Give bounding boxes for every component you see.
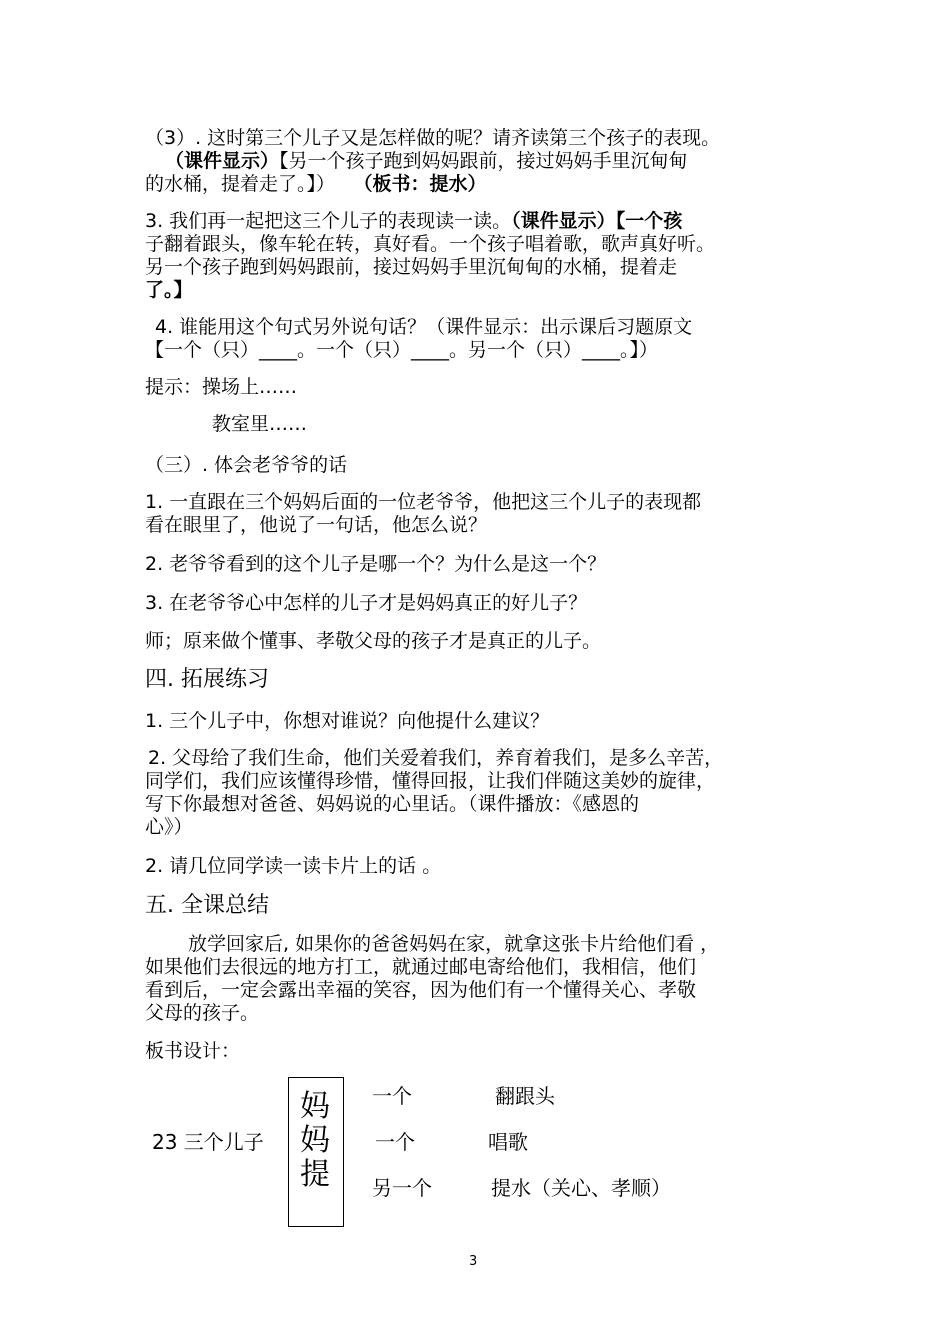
board-note: （板书：提水） xyxy=(363,173,487,195)
courseware-text: 【另一个孩子跑到妈妈跟前，接过妈妈手里沉甸甸 xyxy=(279,150,688,172)
lesson-title: 23 三个儿子 xyxy=(152,1130,264,1154)
paragraph-line: 师；原来做个懂事、孝敬父母的孩子才是真正的儿子。 xyxy=(145,630,602,652)
paragraph-line: 如果他们去很远的地方打工，就通过邮电寄给他们，我相信，他们 xyxy=(145,956,697,978)
board-design-title: 板书设计： xyxy=(145,1040,241,1062)
courseware-label: （课件显示） xyxy=(511,210,616,232)
courseware-text: 【一个孩 xyxy=(615,210,683,232)
courseware-label: （课件显示） xyxy=(165,150,280,172)
paragraph-line: 1. 一直跟在三个妈妈后面的一位老爷爷，他把这三个儿子的表现都 xyxy=(145,491,702,513)
board-vertical-char: 妈 xyxy=(300,1089,330,1124)
paragraph-line: 1. 三个儿子中，你想对谁说？向他提什么建议？ xyxy=(145,710,550,732)
paragraph-line xyxy=(145,210,682,233)
paragraph-line: 4. 谁能用这个句式另外说句话？（课件显示：出示课后习题原文 xyxy=(155,316,693,338)
board-vertical-char: 妈 xyxy=(300,1123,330,1158)
courseware-text: 的水桶，提着走了。】） xyxy=(145,173,336,195)
section-heading: 五. 全课总结 xyxy=(145,893,269,918)
paragraph-line: 3. 在老爷爷心中怎样的儿子才是妈妈真正的好儿子？ xyxy=(145,592,588,614)
paragraph-line: 2. 老爷爷看到的这个儿子是哪一个？为什么是这一个？ xyxy=(145,553,607,575)
section-heading: 四. 拓展练习 xyxy=(145,667,269,692)
paragraph-line xyxy=(165,150,688,173)
board-row-who: 一个 xyxy=(375,1130,415,1154)
page-number: 3 xyxy=(469,1254,478,1269)
paragraph-line: 看在眼里了，他说了一句话，他怎么说？ xyxy=(145,514,488,536)
paragraph-line: 放学回家后, 如果你的爸爸妈妈在家，就拿这张卡片给他们看 ， xyxy=(188,933,720,955)
paragraph-line xyxy=(145,173,487,196)
board-row-what: 唱歌 xyxy=(488,1130,528,1154)
paragraph-line: 【一个（只）____。一个（只）____。另一个（只）____。】） xyxy=(145,339,659,361)
board-row-what: 提水（关心、孝顺） xyxy=(491,1176,671,1200)
text: 3. 我们再一起把这三个儿子的表现读一读。 xyxy=(145,210,512,232)
paragraph-line: 看到后，一定会露出幸福的笑容，因为他们有一个懂得关心、孝敬 xyxy=(145,979,697,1001)
paragraph-line: 同学们，我们应该懂得珍惜，懂得回报，让我们伴随这美妙的旋律， xyxy=(145,770,716,792)
paragraph-line: 父母的孩子。 xyxy=(145,1002,260,1024)
paragraph-line: （3）. 这时第三个儿子又是怎样做的呢？请齐读第三个孩子的表现。 xyxy=(145,127,721,149)
paragraph-line: 子翻着跟头，像车轮在转，真好看。一个孩子唱着歌，歌声真好听。 xyxy=(145,233,716,255)
paragraph-line: 另一个孩子跑到妈妈跟前，接过妈妈手里沉甸甸的水桶，提着走 xyxy=(145,256,678,278)
board-vertical-char: 提 xyxy=(300,1157,330,1192)
hint-line: 教室里…… xyxy=(212,413,308,435)
paragraph-line: 了。】 xyxy=(145,279,193,301)
section-heading: （三）. 体会老爷爷的话 xyxy=(145,454,348,476)
hint-line: 提示：操场上…… xyxy=(145,376,298,398)
paragraph-line: 2. 父母给了我们生命，他们关爱着我们，养育着我们，是多么辛苦， xyxy=(148,747,724,769)
board-row-who: 另一个 xyxy=(372,1176,432,1200)
board-row-who: 一个 xyxy=(372,1084,412,1108)
paragraph-line: 心》） xyxy=(145,816,193,838)
paragraph-line: 2. 请几位同学读一读卡片上的话 。 xyxy=(145,855,442,877)
board-row-what: 翻跟头 xyxy=(495,1084,555,1108)
paragraph-line: 写下你最想对爸爸、妈妈说的心里话。（课件播放：《感恩的 xyxy=(145,793,640,815)
